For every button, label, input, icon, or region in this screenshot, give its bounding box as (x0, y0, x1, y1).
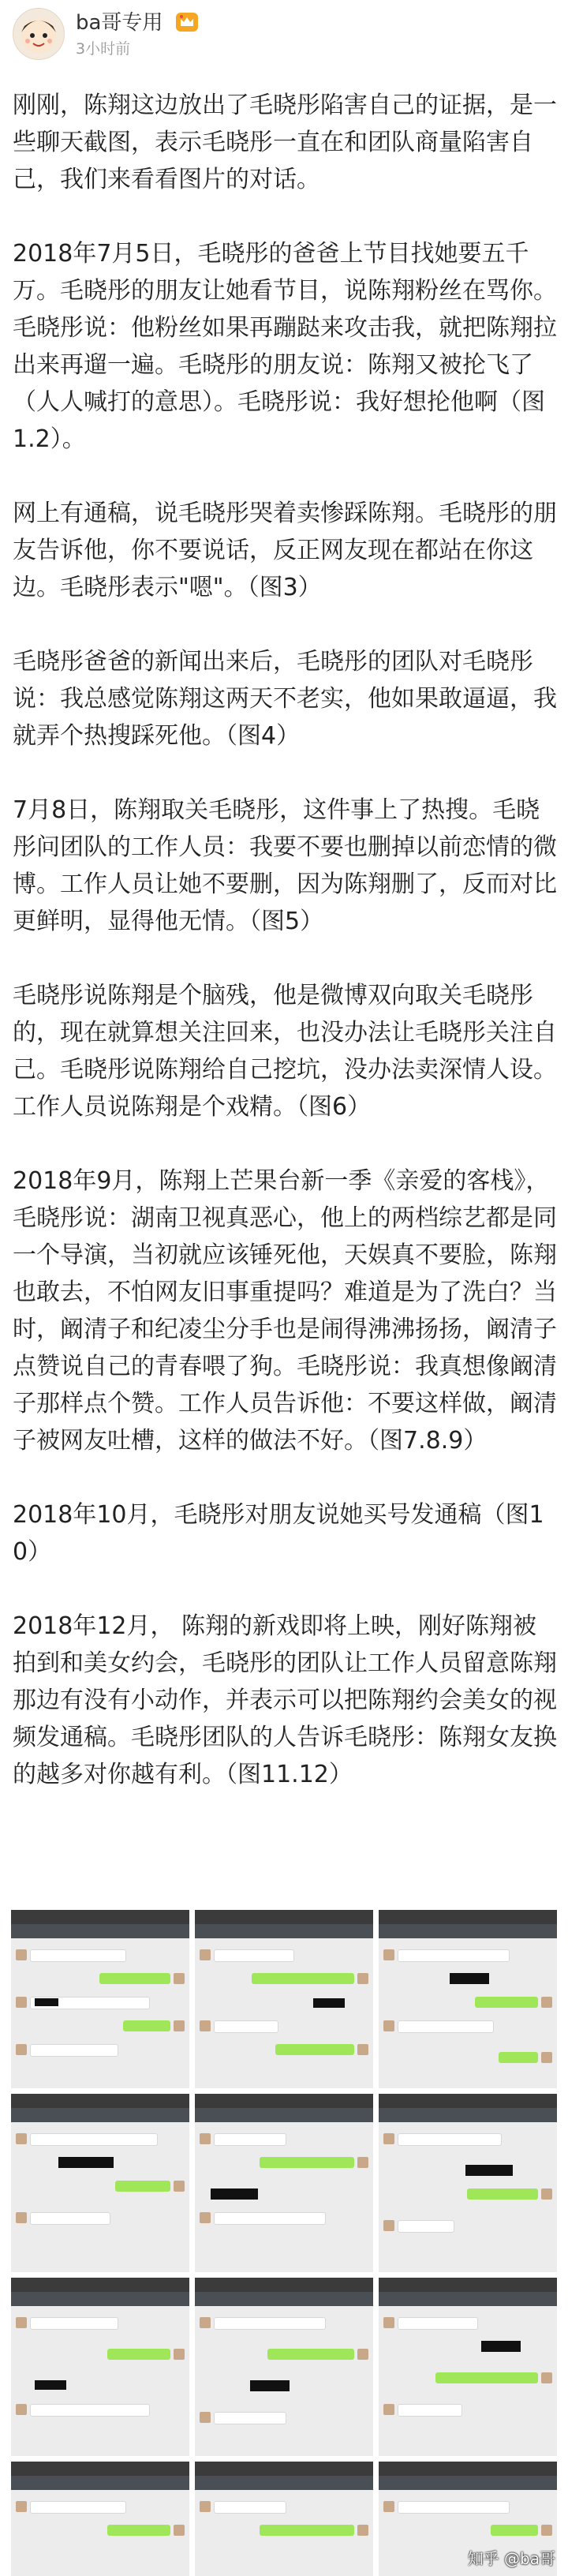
chat-screenshot-thumbnail[interactable] (195, 2462, 373, 2576)
chat-screenshot-thumbnail[interactable] (195, 2094, 373, 2272)
chat-screenshot-thumbnail[interactable] (379, 2094, 557, 2272)
paragraph: 2018年12月， 陈翔的新戏即将上映，刚好陈翔被拍到和美女约会，毛晓彤的团队让工作人员留意陈翔那边有没有小动作，并表示可以把陈翔约会美女的视频发通稿。毛晓彤团队的人告诉毛晓彤：陈翔女友换的越多对你越有利。（图11.12） (13, 1612, 557, 1788)
image-grid (11, 1910, 557, 2576)
post-body (13, 87, 557, 1830)
chat-screenshot-thumbnail[interactable] (195, 1910, 373, 2088)
paragraph: 毛晓彤说陈翔是个脑残，他是微博双向取关毛晓彤的，现在就算想关注回来，也没办法让毛晓彤关注自己。毛晓彤说陈翔给自己挖坑，没办法卖深情人设。工作人员说陈翔是个戏精。（图6） (13, 982, 557, 1121)
chat-screenshot-thumbnail[interactable] (11, 2462, 189, 2576)
paragraph: 2018年9月，陈翔上芒果台新一季《亲爱的客栈》，毛晓彤说：湖南卫视真恶心，他上的两档综艺都是同一个导演，当初就应该锤死他，天娱真不要脸，陈翔也敢去，不怕网友旧事重提吗？难道是为了洗白？当时，阚清子和纪凌尘分手也是闹得沸沸扬扬，阚清子点赞说自己的青春喂了狗。毛晓彤说：我真想像阚清子那样点个赞。工作人员告诉他：不要这样做，阚清子被网友吐槽，这样的做法不好。（图7.8.9） (13, 1167, 557, 1455)
user-avatar[interactable] (13, 8, 65, 60)
chat-screenshot-thumbnail[interactable] (195, 2278, 373, 2456)
paragraph: 2018年10月，毛晓彤对朋友说她买号发通稿（图10） (13, 1501, 544, 1566)
paragraph: 毛晓彤爸爸的新闻出来后，毛晓彤的团队对毛晓彤说：我总感觉陈翔这两天不老实，他如果敢逼逼，我就弄个热搜踩死他。（图4） (13, 648, 557, 750)
chat-screenshot-thumbnail[interactable] (11, 2094, 189, 2272)
chat-screenshot-thumbnail[interactable] (379, 2278, 557, 2456)
avatar-cartoon-icon (13, 9, 64, 59)
chat-screenshot-thumbnail[interactable] (11, 2278, 189, 2456)
chat-screenshot-thumbnail[interactable] (11, 1910, 189, 2088)
paragraph: 刚刚，陈翔这边放出了毛晓彤陷害自己的证据，是一些聊天截图，表示毛晓彤一直在和团队商量陷害自己，我们来看看图片的对话。 (13, 92, 557, 193)
paragraph: 7月8日，陈翔取关毛晓彤，这件事上了热搜。毛晓彤问团队的工作人员：我要不要也删掉以前恋情的微博。工作人员让她不要删，因为陈翔删了，反而对比更鲜明，显得他无情。（图5） (13, 796, 557, 935)
watermark: 知乎 @ba哥 (467, 2549, 555, 2568)
vip-crown-badge-icon (175, 11, 199, 33)
paragraph: 网上有通稿，说毛晓彤哭着卖惨踩陈翔。毛晓彤的朋友告诉他，你不要说话，反正网友现在都站在你这边。毛晓彤表示"嗯"。（图3） (13, 500, 557, 601)
post-header (0, 0, 568, 68)
chat-screenshot-thumbnail[interactable] (379, 1910, 557, 2088)
post-time: 3小时前 (76, 40, 131, 58)
paragraph: 2018年7月5日，毛晓彤的爸爸上节目找她要五千万。毛晓彤的朋友让她看节目，说陈翔粉丝在骂你。毛晓彤说：他粉丝如果再蹦跶来攻击我，就把陈翔拉出来再遛一遍。毛晓彤的朋友说：陈翔又被抡飞了（人人喊打的意思）。毛晓彤说：我好想抡他啊（图1.2）。 (13, 240, 557, 453)
username[interactable]: ba哥专用 (76, 11, 163, 35)
